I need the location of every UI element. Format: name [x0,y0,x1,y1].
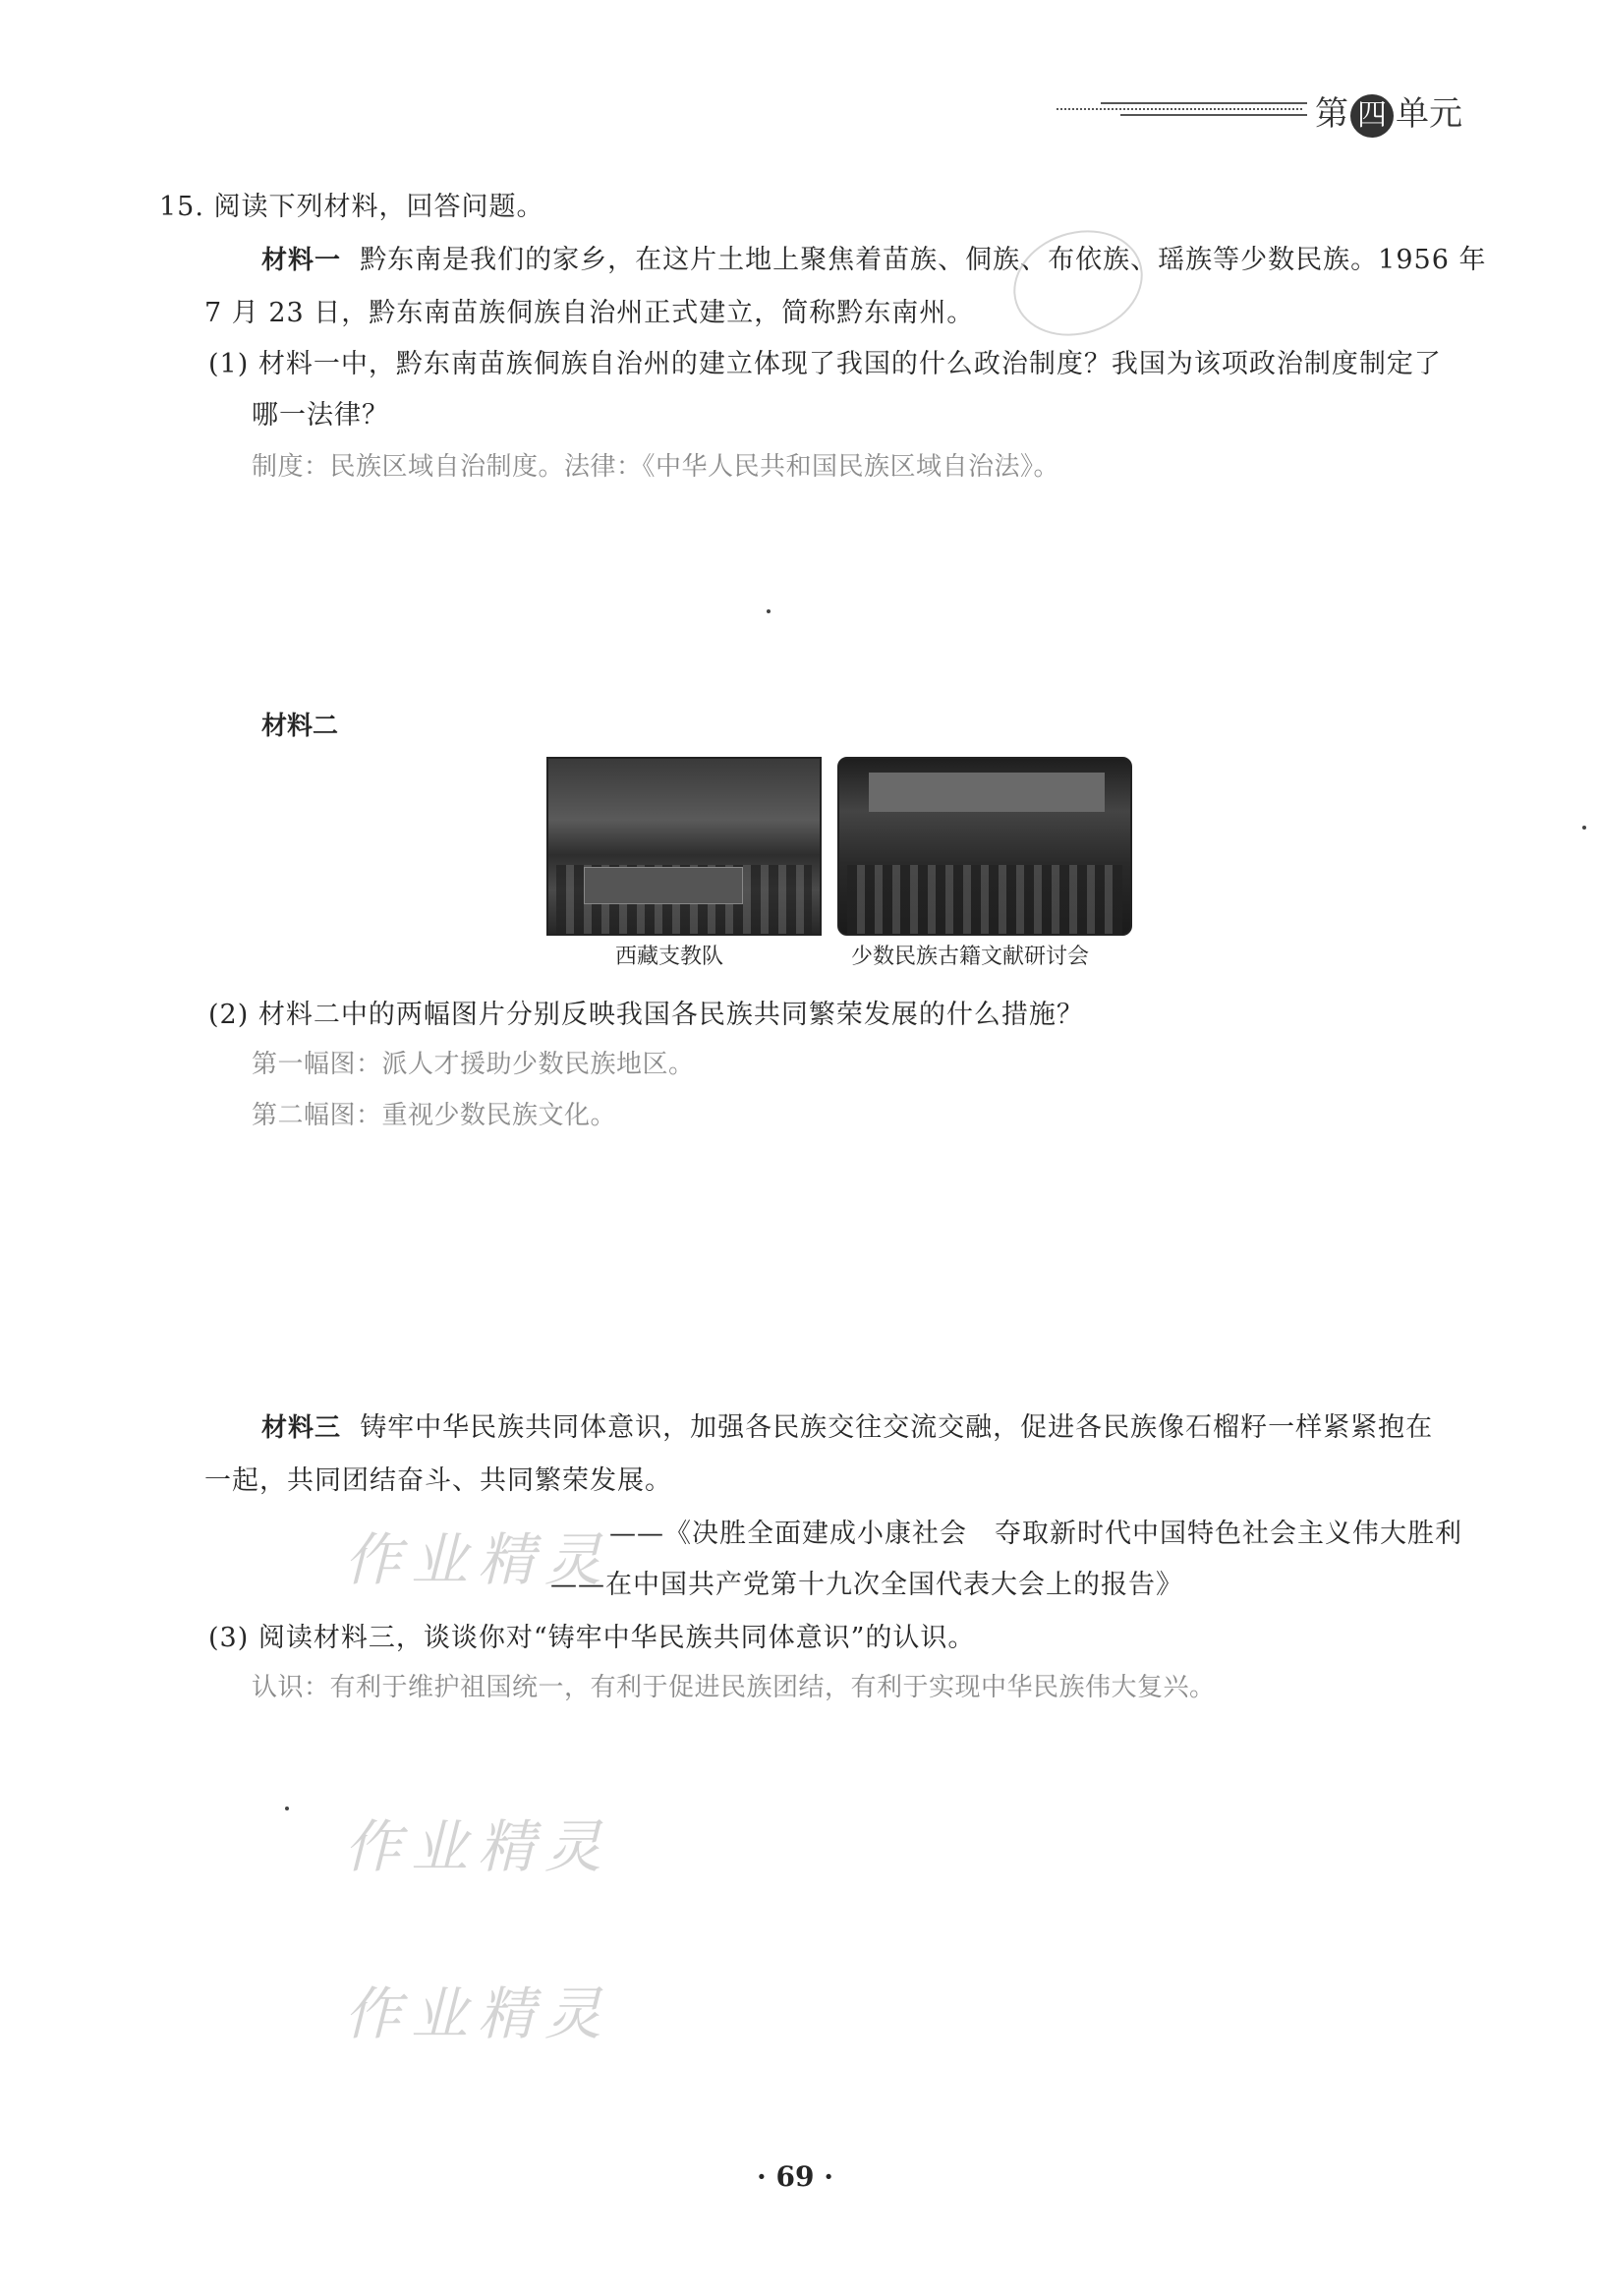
speck [767,609,771,613]
photo-screen [869,773,1105,812]
material3-text: 铸牢中华民族共同体意识，加强各民族交往交流交融，促进各民族像石榴籽一样紧紧抱在 [360,1412,1434,1443]
photo-crowd [847,865,1122,934]
watermark: 作业精灵 [344,1980,612,2047]
header-rule [1101,102,1307,104]
q2-answer2: 第二幅图：重视少数民族文化。 [252,1101,617,1130]
watermark-stamp [1000,214,1157,352]
photo1-caption: 西藏支教队 [615,945,724,969]
q1-line1: (1) 材料一中，黔东南苗族侗族自治州的建立体现了我国的什么政治制度？我国为该项政治制度制定了 [208,349,1442,379]
unit-header [1315,86,1462,138]
header-dotted-rule [1057,108,1302,110]
q1-answer: 制度：民族区域自治制度。法律：《中华人民共和国民族区域自治法》。 [252,452,1060,482]
material1-line1 [261,238,1486,276]
unit-prefix: 第 [1315,94,1348,134]
watermark: 作业精灵 [344,1813,612,1880]
q3-question: (3) 阅读材料三，谈谈你对“铸牢中华民族共同体意识”的认识。 [208,1623,976,1653]
material1-text: 黔东南是我们的家乡，在这片土地上聚焦着苗族、侗族、布依族、瑶族等少数民族。1956 年 [360,245,1487,275]
material3-line2: 一起，共同团结奋斗、共同繁荣发展。 [204,1465,672,1496]
material3-line1 [261,1406,1433,1444]
watermark: 作业精灵 [344,1526,612,1593]
q3-answer: 认识：有利于维护祖国统一，有利于促进民族团结，有利于实现中华民族伟大复兴。 [252,1673,1216,1702]
speck [1582,826,1586,830]
photo-ancient-books-seminar [837,757,1132,936]
material3-source2: ——在中国共产党第十九次全国代表大会上的报告》 [550,1570,1183,1600]
material1-line2: 7 月 23 日，黔东南苗族侗族自治州正式建立，简称黔东南州。 [204,298,975,328]
header-rule [1120,114,1307,116]
speck [285,1807,289,1810]
unit-suffix: 单元 [1396,94,1462,134]
q2-answer1: 第一幅图：派人才援助少数民族地区。 [252,1050,695,1079]
unit-number-badge: 四 [1350,94,1394,138]
photo2-caption: 少数民族古籍文献研讨会 [851,945,1090,969]
page-number: · 69 · [757,2160,833,2193]
q1-line2: 哪一法律？ [252,400,389,430]
q2-question: (2) 材料二中的两幅图片分别反映我国各民族共同繁荣发展的什么措施？ [208,1000,1084,1030]
question-title: 15. 阅读下列材料，回答问题。 [159,192,544,222]
material1-label: 材料一 [261,246,342,275]
photo-banner [584,867,743,904]
material3-label: 材料三 [261,1413,342,1443]
material2-label: 材料二 [261,712,339,741]
material3-source1: ——《决胜全面建成小康社会 夺取新时代中国特色社会主义伟大胜利 [609,1519,1462,1549]
photo-tibet-teaching-team [546,757,822,936]
